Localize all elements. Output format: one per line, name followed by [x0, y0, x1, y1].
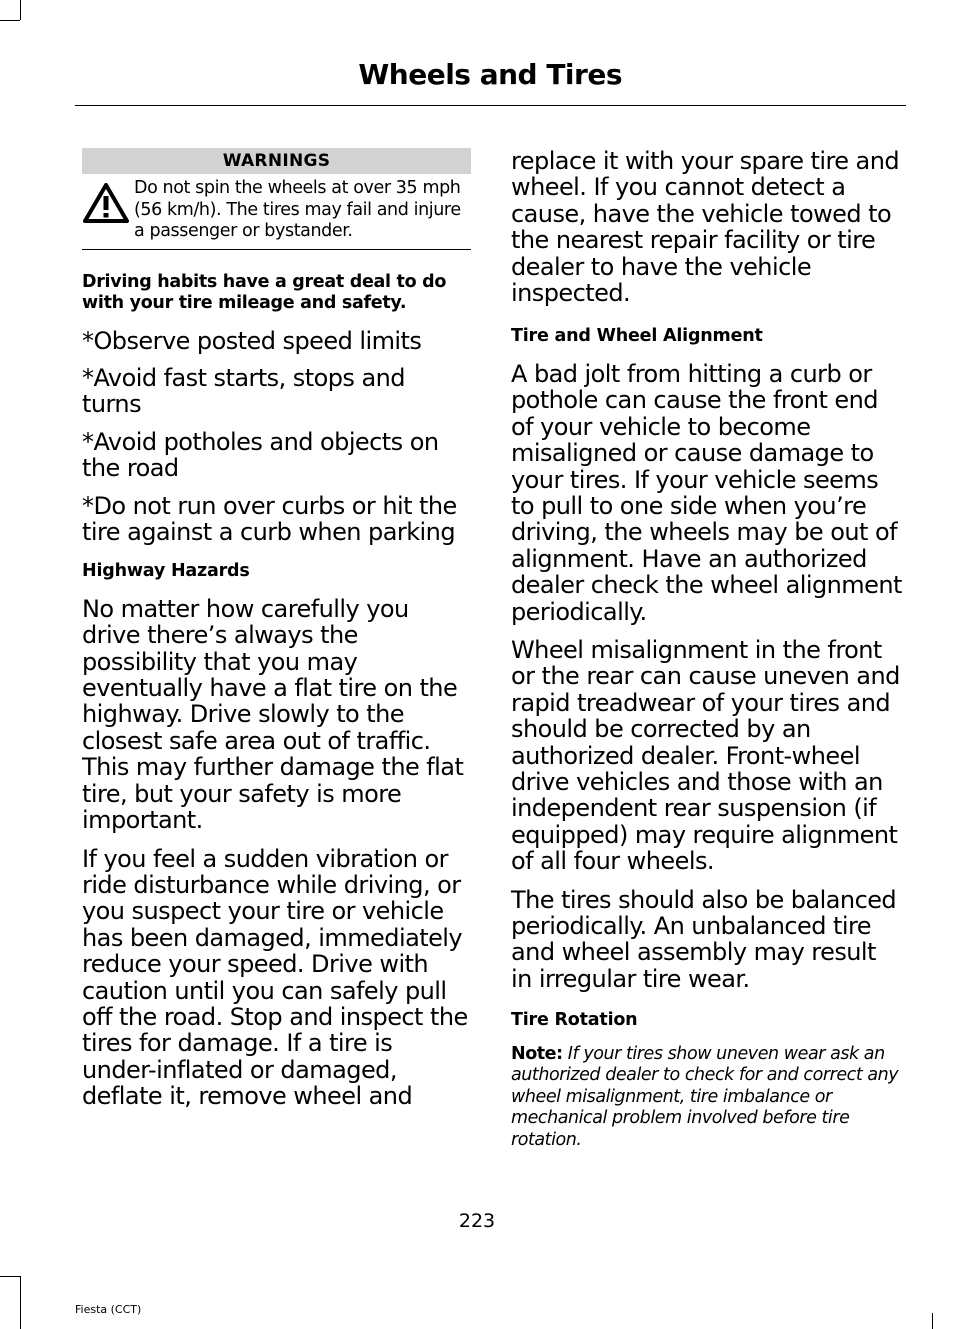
crop-mark: [20, 1276, 21, 1329]
alignment-heading: Tire and Wheel Alignment: [511, 326, 763, 347]
bullet-potholes: *Avoid potholes and objects on the road: [82, 427, 439, 483]
rotation-note: [511, 1044, 903, 1152]
page-title: Wheels and Tires: [358, 58, 622, 91]
page-number: 223: [458, 1210, 496, 1232]
crop-mark: [0, 20, 20, 21]
alignment-paragraph-1: A bad jolt from hitting a curb or pothole can cause the front end of your vehicle to become misaligned or cause damage to your tires. If your vehicle seems to pull to one side when you’re driving, the wheels may be out of alignment. Have an authorized dealer check the wheel alignment periodically.: [511, 359, 902, 626]
warning-text: Do not spin the wheels at over 35 mph (56 km/h). The tires may fail and injure a passenger or bystander.: [134, 178, 461, 241]
highway-paragraph-1: No matter how carefully you drive there’s always the possibility that you may eventually have a flat tire on the highway. Drive slowly to the closest safe area out of traffic. This may further damage the flat tire, but your safety is more important.: [82, 594, 464, 835]
warning-triangle-icon: [82, 178, 134, 228]
bullet-speed-limits: *Observe posted speed limits: [82, 326, 422, 355]
warning-heading: WARNINGS: [82, 148, 471, 174]
continued-paragraph: replace it with your spare tire and wheel. If you cannot detect a cause, have the vehicle towed to the nearest repair facility or tire dealer to have the vehicle inspected.: [511, 147, 900, 308]
bullet-curbs: *Do not run over curbs or hit the tire against a curb when parking: [82, 491, 457, 546]
footer-model: Fiesta (CCT): [75, 1303, 142, 1316]
driving-habits-lead: Driving habits have a great deal to do with your tire mileage and safety.: [82, 271, 447, 313]
highway-hazards-heading: Highway Hazards: [82, 561, 250, 582]
warning-box: [82, 148, 471, 250]
highway-paragraph-2: If you feel a sudden vibration or ride disturbance while driving, or you suspect your tire or vehicle has been damaged, immediately reduce your speed. Drive with caution until you can safely pull off the road. Stop and inspect the tires for damage. If a tire is under-inflated or damaged, deflate it, remove wheel and: [82, 844, 468, 1111]
bullet-fast-starts: *Avoid fast starts, stops and turns: [82, 363, 405, 419]
crop-mark: [932, 1313, 933, 1329]
alignment-paragraph-3: The tires should also be balanced periodically. An unbalanced tire and wheel assembly may result in irregular tire wear.: [511, 885, 897, 993]
warning-body: [82, 174, 471, 250]
crop-mark: [20, 0, 21, 20]
alignment-paragraph-2: Wheel misalignment in the front or the rear can cause uneven and rapid treadwear of your tires and should be corrected by an authorized dealer. Front-wheel drive vehicles and those with an independent rear suspension (if equipped) may require alignment of all four wheels.: [511, 636, 900, 876]
note-label: Note:: [511, 1043, 563, 1064]
crop-mark: [0, 1276, 20, 1277]
title-rule: [75, 105, 906, 106]
note-text: If your tires show uneven wear ask an authorized dealer to check for and correct any wheel misalignment, tire imbalance or mechanical problem involved before tire rotation.: [511, 1043, 899, 1150]
right-column: [511, 148, 903, 1151]
tire-rotation-heading: Tire Rotation: [511, 1010, 638, 1031]
left-column: [82, 148, 471, 1110]
